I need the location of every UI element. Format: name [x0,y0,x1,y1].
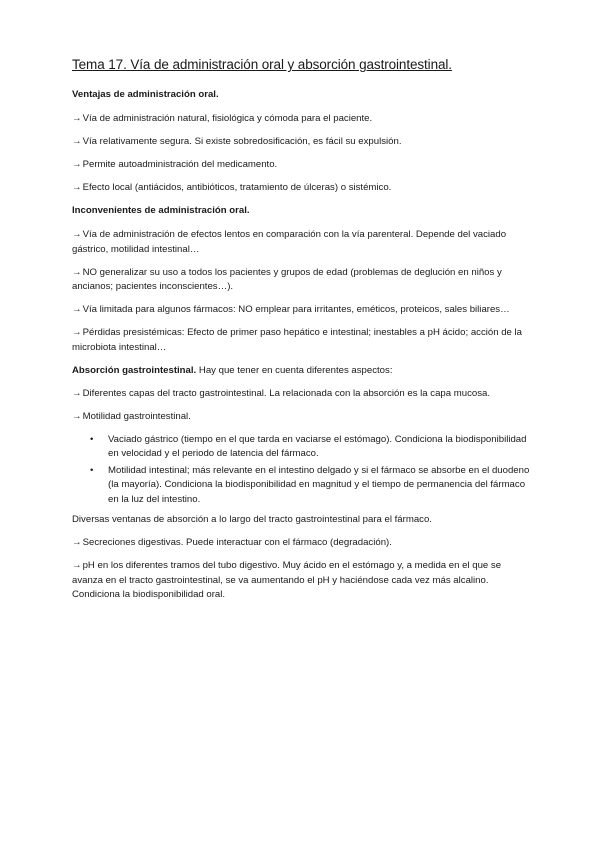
inconvenientes-item-1: →Vía de administración de efectos lentos en comparación con la vía parenteral. Depende del vaciado gástrico, motilidad intestinal… [72,229,507,255]
absorcion-heading [72,364,534,379]
arrow-icon: → [72,410,82,422]
arrow-icon: → [72,113,82,124]
inconvenientes-item-2: →NO generalizar su uso a todos los pacientes y grupos de edad (problemas de deglución en niños y ancianos; pacientes inconscientes…). [72,266,502,292]
inconvenientes-heading: Inconvenientes de administración oral. [72,205,250,216]
inconvenientes-item-4: →Pérdidas presistémicas: Efecto de primer paso hepático e intestinal; inestables a pH ácido; acción de la microbiota intestinal… [72,327,523,353]
arrow-icon: → [72,560,82,571]
arrow-icon: → [72,266,82,278]
arrow-icon: → [72,182,82,193]
arrow-icon: → [72,387,82,399]
ventajas-heading: Ventajas de administración oral. [72,89,219,100]
arrow-icon: → [72,537,82,548]
bullet-icon: • [90,464,94,476]
absorcion-item-4: →pH en los diferentes tramos del tubo digestivo. Muy ácido en el estómago y, a medida en el que se avanza en el tracto gastrointestinal, se va aumentando el pH y haciéndose cada vez más alcalino. Condiciona la biodisponibilidad oral. [72,560,502,600]
ventajas-item-3: →Permite autoadministración del medicamento. [72,159,278,170]
arrow-icon: → [72,136,82,147]
absorcion-heading-rest: Hay que tener en cuenta diferentes aspectos: [196,364,393,376]
ventajas-item-1: →Vía de administración natural, fisiológica y cómoda para el paciente. [72,113,373,124]
motilidad-bullet-list [72,433,534,508]
document-page [72,56,534,611]
arrow-icon: → [72,159,82,170]
ventanas-paragraph: Diversas ventanas de absorción a lo largo del tracto gastrointestinal para el fármaco. [72,514,432,525]
ventajas-item-4: →Efecto local (antiácidos, antibióticos, tratamiento de úlceras) o sistémico. [72,182,392,193]
list-item: • Motilidad intestinal; más relevante en el intestino delgado y si el fármaco se absorbe en el duodeno (la mayoría). Condiciona la biodisponibilidad en magnitud y el tiempo de permanencia del fármaco en la luz del intestino. [90,464,530,505]
absorcion-item-3: →Secreciones digestivas. Puede interactuar con el fármaco (degradación). [72,537,392,548]
arrow-icon: → [72,327,82,338]
arrow-icon: → [72,229,82,240]
list-item: • Vaciado gástrico (tiempo en el que tarda en vaciarse el estómago). Condiciona la biodisponibilidad en velocidad y el periodo de latencia del fármaco. [90,433,527,459]
absorcion-item-1: →Diferentes capas del tracto gastrointestinal. La relacionada con la absorción es la capa mucosa. [72,387,491,399]
arrow-icon: → [72,304,82,315]
bullet-icon: • [90,433,94,445]
document-title: Tema 17. Vía de administración oral y absorción gastrointestinal. [72,57,452,72]
absorcion-heading-bold: Absorción gastrointestinal. [72,364,197,376]
ventajas-item-2: →Vía relativamente segura. Si existe sobredosificación, es fácil su expulsión. [72,136,402,147]
inconvenientes-item-3: →Vía limitada para algunos fármacos: NO emplear para irritantes, eméticos, proteicos, sales biliares… [72,304,510,315]
absorcion-item-2: →Motilidad gastrointestinal. [72,410,191,422]
